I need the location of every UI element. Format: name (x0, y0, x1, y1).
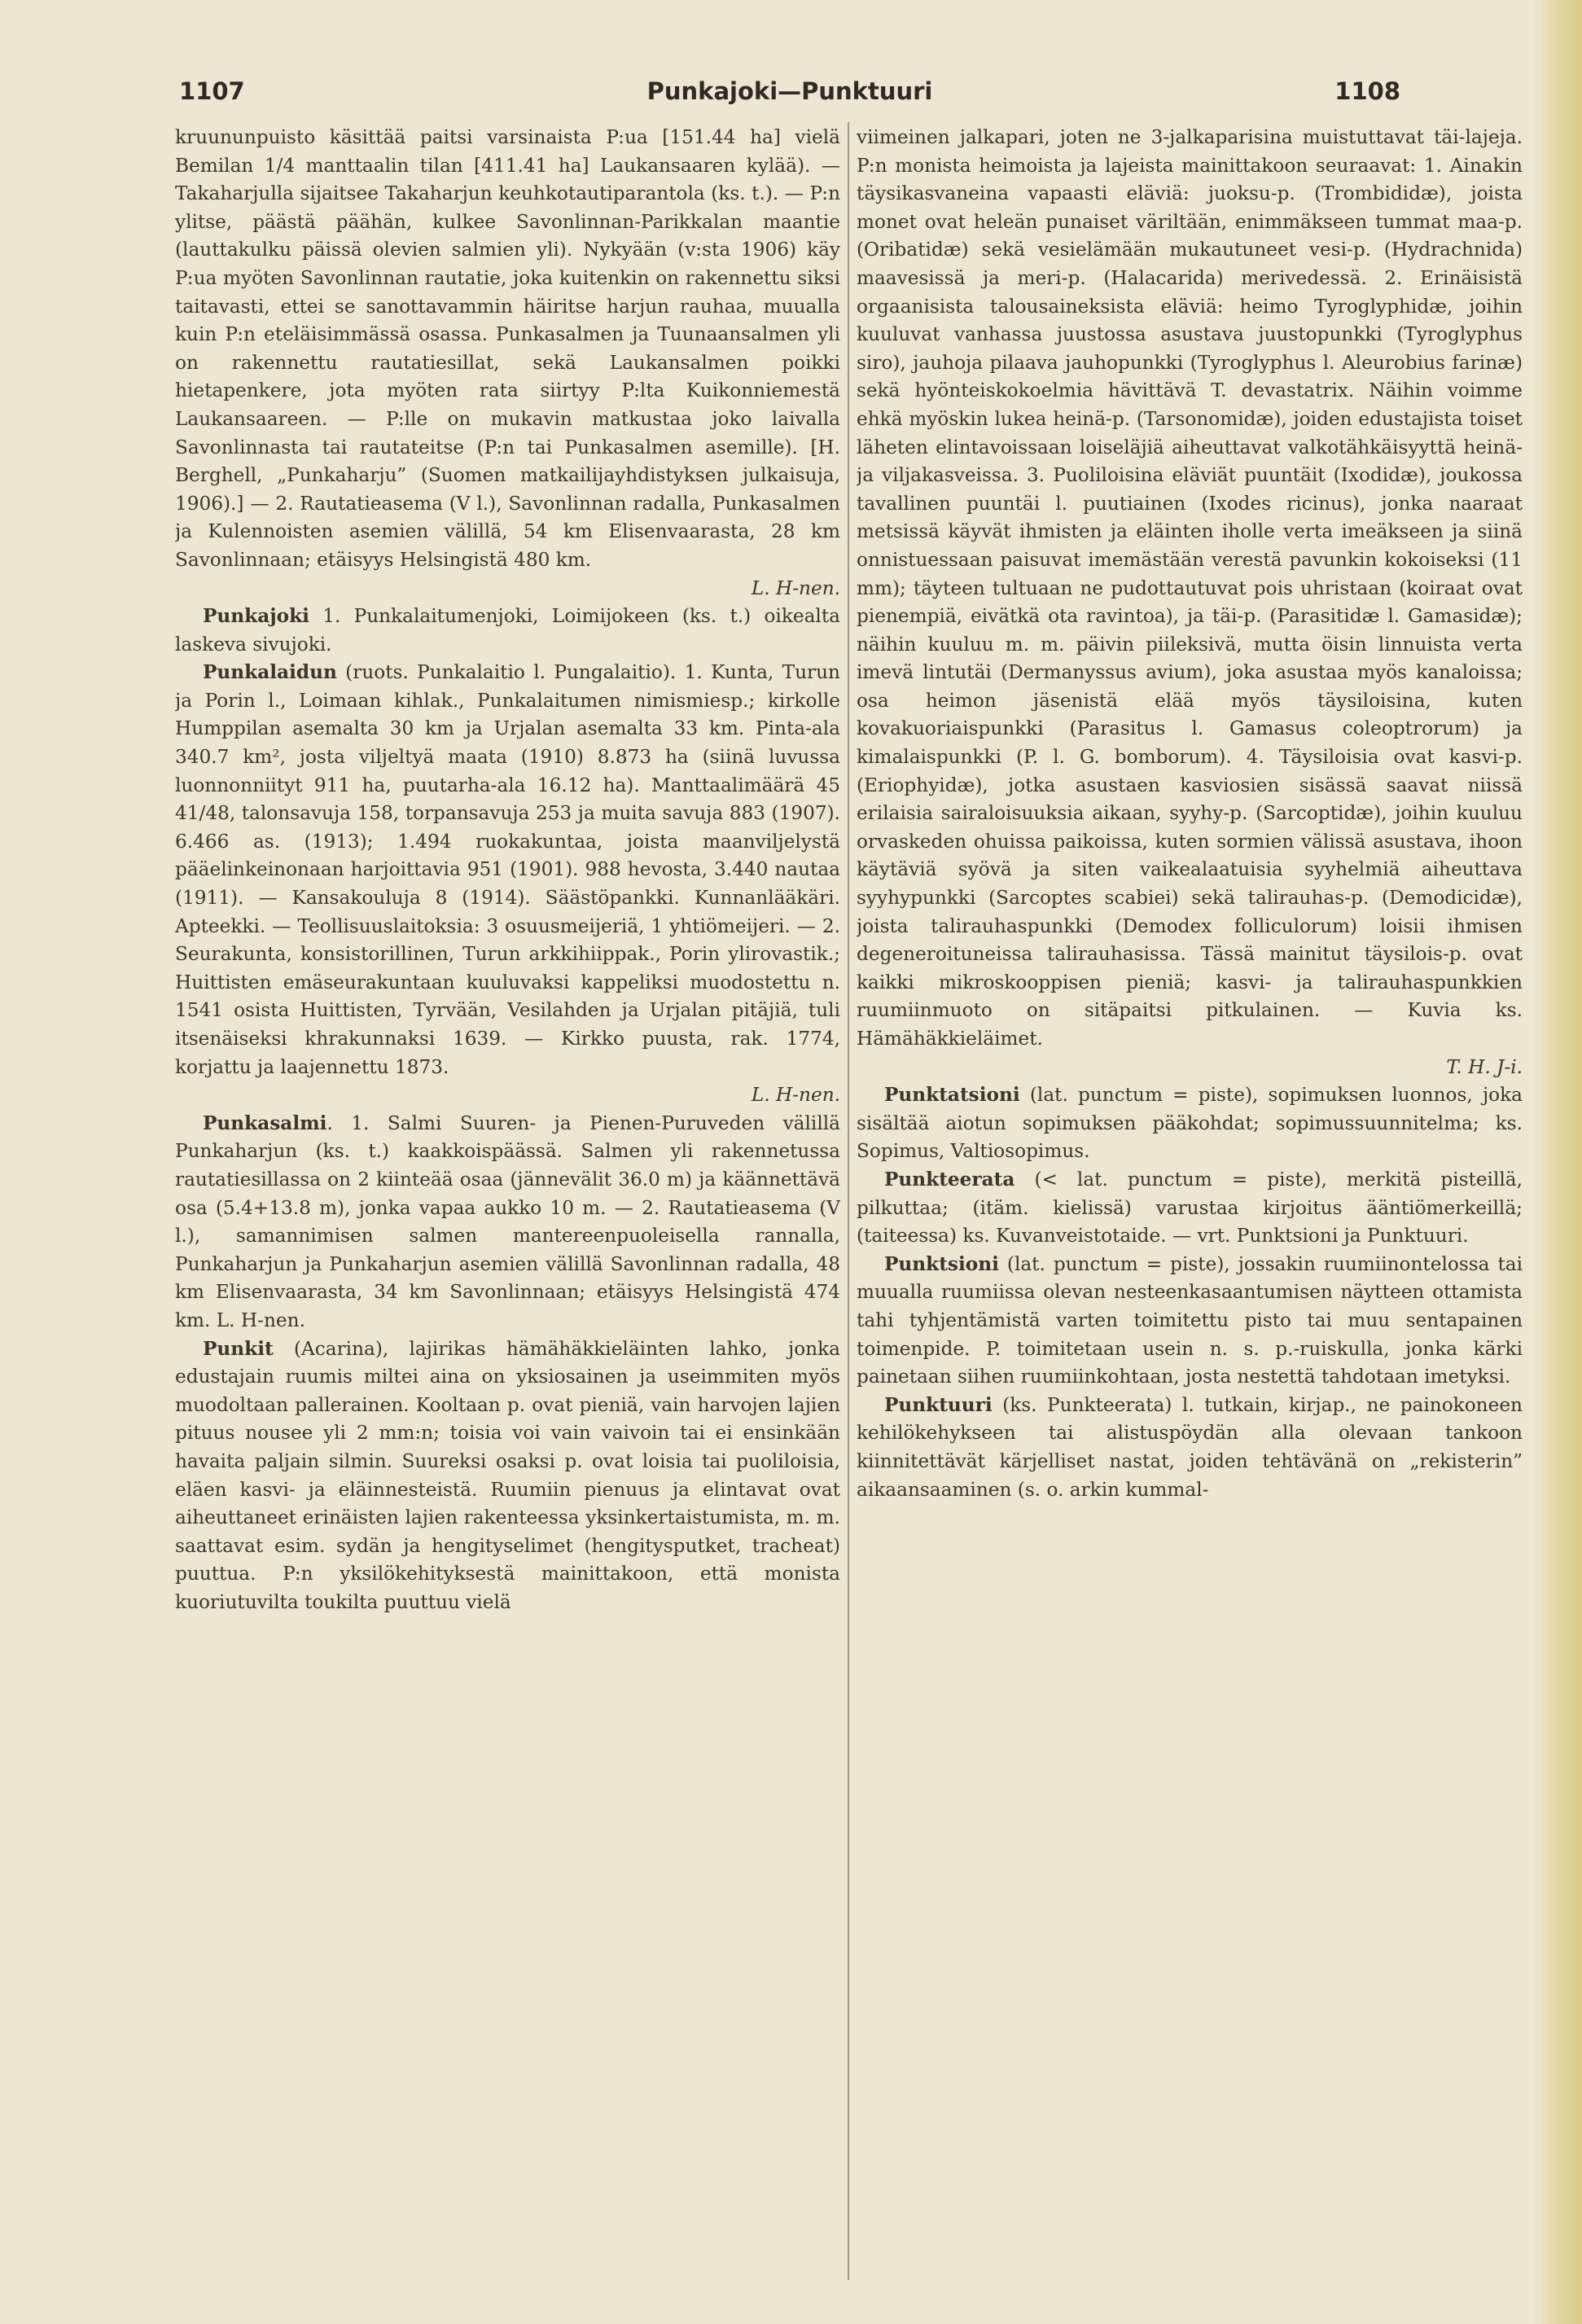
headword: Punkteerata (884, 1168, 1015, 1191)
headword: Punktuuri (884, 1393, 993, 1416)
headword: Punkajoki (203, 605, 309, 628)
entry-punkteerata: Punkteerata (< lat. punctum = piste), merkitä pisteillä, pilkuttaa; (itäm. kielissä) varustaa kirjoitus ääntiömerkeillä; (taiteessa) ks. Kuvanveistotaide. — vrt. Punktsioni ja Punktuuri. (857, 1168, 1523, 1248)
entry-punktuuri: Punktuuri (ks. Punkteerata) l. tutkain, kirjap., ne painokoneen kehilökehykseen tai alistuspöydän alla olevaan tankoon kiinnitettävät kärjelliset nastat, joiden tehtävänä on „rekisterin” aikaansaaminen (s. o. arkin kummal- (857, 1393, 1523, 1501)
author-signature: T. H. J-i. (1446, 1055, 1523, 1078)
entry-punkasalmi: Punkasalmi. 1. Salmi Suuren- ja Pienen-Puruveden välillä Punkaharjun (ks. t.) kaakkoispäässä. Salmen yli rakennetussa rautatiesillassa on 2 kiinteää osaa (jännevälit 36.0 m) ja käännettävä osa (5.4+13.8 m), jonka vapaa aukko 10 m. — 2. Rautatieasema (V l.), samannimisen salmen mantereenpuoleisella rannalla, Punkaharjun ja Punkaharjun asemien välillä Savonlinnan radalla, 48 km Elisenvaarasta, 34 km Savonlinnaan; etäisyys Helsingistä 474 km. L. H-nen. (175, 1112, 840, 1331)
page-header (179, 77, 1400, 110)
running-title: Punkajoki—Punktuuri (646, 77, 933, 105)
entry-punktsioni: Punktsioni (lat. punctum = piste), jossakin ruumiinontelossa tai muualla ruumiissa olevan nesteenkasaantumisen näytteen ottamista tahi tyhjentämistä varten toimitettu pisto tai muu sentapainen toimenpide. P. toimitetaan usein n. s. p.-ruiskulla, jonka kärki painetaan siihen ruumiinkohtaan, josta nestettä tahdotaan imetyksi. (857, 1252, 1523, 1388)
headword: Punkasalmi (203, 1112, 327, 1134)
page-number-left: 1107 (179, 77, 245, 105)
entry-punkalaidun: Punkalaidun (ruots. Punkalaitio l. Pungalaitio). 1. Kunta, Turun ja Porin l., Loimaan kihlak., Punkalaitumen nimismiesp.; kirkolle Humppilan asemalta 30 km ja Urjalan asemalta 33 km. Pinta-ala 340.7 km², josta viljeltyä maata (1910) 8.873 ha (siinä luvussa luonnonniityt 911 ha, puutarha-ala 16.12 ha). Manttaalimäärä 45 41/48, talonsavuja 158, torpansavuja 253 ja muita savuja 883 (1907). 6.466 as. (1913); 1.494 ruokakuntaa, joista maanviljelystä pääelinkeinonaan harjoittavia 951 (1901). 988 hevosta, 3.440 nautaa (1911). — Kansakouluja 8 (1914). Säästöpankki. Kunnanlääkäri. Apteekki. — Teollisuuslaitoksia: 3 osuusmeijeriä, 1 yhtiömeijeri. — 2. Seurakunta, konsistorillinen, Turun arkkihiippak., Porin ylirovastik.; Huittisten emäseurakuntaan kuuluvaksi kappeliksi muodostettu n. 1541 osista Huittisten, Tyrvään, Vesilahden ja Urjalan pitäjiä, tuli itsenäiseksi khrakunnaksi 1639. — Kirkko puusta, rak. 1774, korjattu ja laajennettu 1873. (175, 661, 840, 1078)
author-signature: L. H-nen. (751, 577, 840, 599)
entry-punkajoki: Punkajoki 1. Punkalaitumenjoki, Loimijokeen (ks. t.) oikealta laskeva sivujoki. (175, 605, 840, 656)
right-column (857, 124, 1523, 2274)
headword: Punktatsioni (884, 1084, 1020, 1107)
author-signature: L. H-nen. (751, 1084, 840, 1107)
page-number-right: 1108 (1334, 77, 1400, 105)
headword: Punkit (203, 1337, 274, 1360)
entry-punkit: Punkit (Acarina), lajirikas hämähäkkieläinten lahko, jonka edustajain ruumis miltei aina on yksiosainen ja useimmiten myös muodoltaan pallerainen. Kooltaan p. ovat pieniä, vain harvojen lajien pituus nousee yli 2 mm:n; toisia voi vain vaivoin tai ei ensinkään havaita paljain silmin. Suureksi osaksi p. ovat loisia tai puoliloisia, eläen kasvi- ja eläinnesteistä. Ruumiin pienuus ja elintavat ovat aiheuttaneet erinäisten lajien rakenteessa yksinkertaistumista, m. m. saattavat esim. sydän ja hengityselimet (hengitysputket, tracheat) puuttua. P:n yksilökehityksestä mainittakoon, että monista kuoriutuvilta toukilta puuttuu vielä (175, 1337, 840, 1613)
headword: Punkalaidun (203, 661, 337, 684)
entry-punktatsioni: Punktatsioni (lat. punctum = piste), sopimuksen luonnos, joka sisältää aiotun sopimuksen pääkohdat; sopimussuunnitelma; ks. Sopimus, Valtiosopimus. (857, 1084, 1523, 1163)
page-edge (1533, 0, 1582, 2324)
headword: Punktsioni (884, 1252, 999, 1275)
entry-continuation: kruununpuisto käsittää paitsi varsinaista P:ua [151.44 ha] vielä Bemilan 1/4 manttaalin tilan [411.41 ha] Laukansaaren kylää). — Takaharjulla sijaitsee Takaharjun keuhkotautiparantola (ks. t.). — P:n ylitse, päästä päähän, kulkee Savonlinnan-Parikkalan maantie (lauttakulku päissä olevien salmien yli). Nykyään (v:sta 1906) käy P:ua myöten Savonlinnan rautatie, joka kuitenkin on rakennettu siksi taitavasti, ettei se sanottavammin häiritse harjun rauhaa, muualla kuin P:n eteläisimmässä osassa. Punkasalmen ja Tuunaansalmen yli on rakennettu rautatiesillat, sekä Laukansalmen poikki hietapenkere, jota myöten rata siirtyy P:lta Kuikonniemestä Laukansaareen. — P:lle on mukavin matkustaa joko laivalla Savonlinnasta tai rautateitse (P:n tai Punkasalmen asemille). [H. Berghell, „Punkaharju” (Suomen matkailijayhdistyksen julkaisuja, 1906).] — 2. Rautatieasema (V l.), Savonlinnan radalla, Punkasalmen ja Kulennoisten asemien välillä, 54 km Elisenvaarasta, 28 km Savonlinnaan; etäisyys Helsingistä 480 km. (175, 126, 840, 571)
entry-continuation: viimeinen jalkapari, joten ne 3-jalkaparisina muistuttavat täi-lajeja. P:n monista heimoista ja lajeista mainittakoon seuraavat: 1. Ainakin täysikasvaneina vapaasti eläviä: juoksu-p. (Trombididæ), joista monet ovat heleän punaiset väriltään, enimmäkseen tummat maa-p. (Oribatidæ) sekä vesielämään mukautuneet vesi-p. (Hydrachnida) maavesissä ja meri-p. (Halacarida) merivedessä. 2. Erinäisistä orgaanisista talousaineksista eläviä: heimo Tyroglyphidæ, joihin kuuluvat vanhassa juustossa asustava juustopunkki (Tyroglyphus siro), jauhoja pilaava jauhopunkki (Tyroglyphus l. Aleurobius farinæ) sekä hyönteiskokoelmia hävittävä T. devastatrix. Näihin voimme ehkä myöskin lukea heinä-p. (Tarsonomidæ), joiden edustajista toiset läheten elintavoissaan loiseläjiä aiheuttavat valkotähkäisyyttä heinä- ja viljakasveissa. 3. Puoliloisina eläviät puuntäit (Ixodidæ), joukossa tavallinen puuntäi l. puutiainen (Ixodes ricinus), jonka naaraat metsissä käyvät ihmisten ja eläinten iholle verta imeäkseen ja siinä onnistuessaan paisuvat imemästään verestä pavunkin kokoiseksi (11 mm); täyteen tultuaan ne pudottautuvat pois uhristaan (koiraat ovat pienempiä, eivätkä ota ravintoa), ja täi-p. (Parasitidæ l. Gamasidæ); näihin kuuluu m. m. päivin piileksivä, mutta öisin linnuista verta imevä lintutäi (Dermanyssus avium), joka asustaa myös kanaloissa; osa heimon jäsenistä elää myös täysiloisina, kuten kovakuoriaispunkki (Parasitus l. Gamasus coleoptrorum) ja kimalaispunkki (P. l. G. bomborum). 4. Täysiloisia ovat kasvi-p. (Eriophyidæ), jotka asustaen kasviosien sisässä saavat niissä erilaisia sairaloisuuksia aikaan, syyhy-p. (Sarcoptidæ), joihin kuuluu orvaskeden ohuissa paikoissa, kuten sormien välissä asustava, ihoon käytäviä syövä ja siten vaikealaatuisia syyhelmiä aiheuttava syyhypunkki (Sarcoptes scabiei) sekä talirauhas-p. (Demodicidæ), joista talirauhaspunkki (Demodex folliculorum) loisii ihmisen degeneroituneissa talirauhasissa. Tässä mainitut täysilois-p. ovat kaikki mikroskooppisen pieniä; kasvi- ja talirauhaspunkkien ruumiinmuoto on sitäpaitsi pitkulainen. — Kuvia ks. Hämähäkkieläimet. (857, 126, 1523, 1050)
column-divider (848, 122, 849, 2280)
left-column (175, 124, 840, 2274)
